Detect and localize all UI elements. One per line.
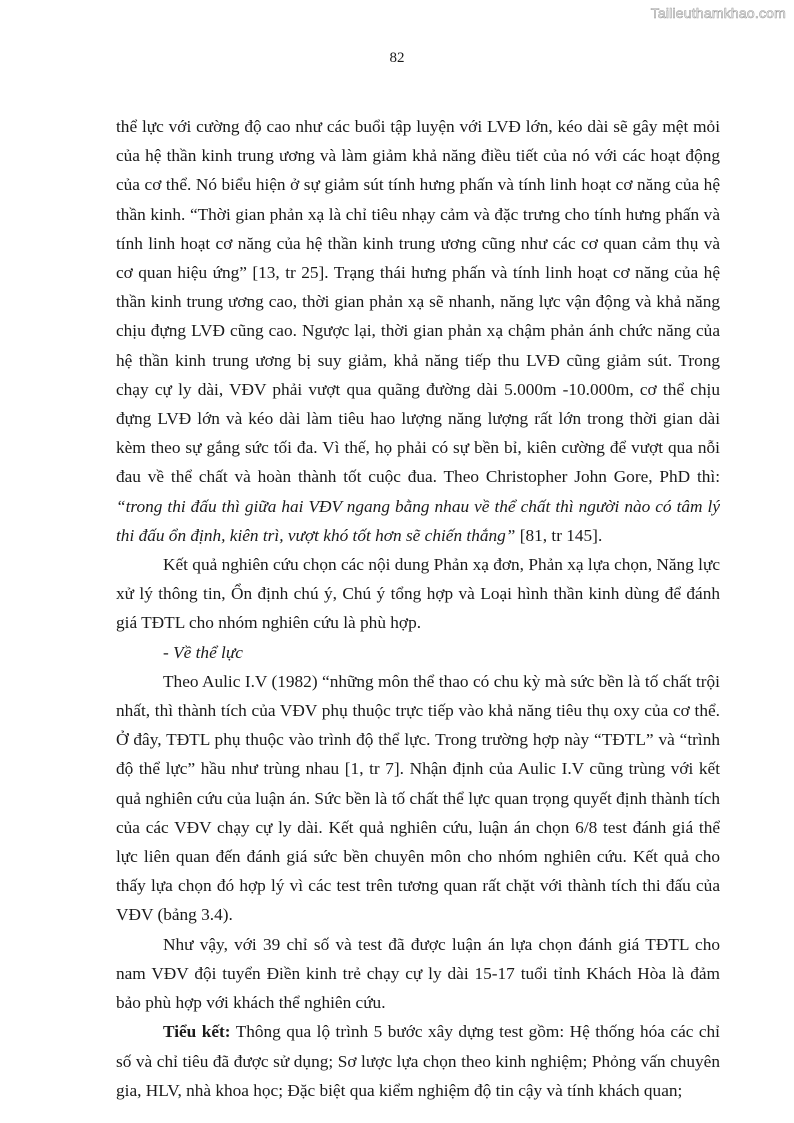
paragraph-reaction-time [116, 112, 720, 550]
summary-text: Thông qua lộ trình 5 bước xây dựng test gồm: Hệ thống hóa các chỉ số và chỉ tiêu đã được sử dụng; Sơ lược lựa chọn theo kinh nghiệm; Phỏng vấn chuyên gia, HLV, nhà khoa học; Đặc biệt qua kiểm nghiệm độ tin cậy và tính khách quan; [116, 1022, 720, 1100]
paragraph-summary [116, 1017, 720, 1105]
paragraph-text: thể lực với cường độ cao như các buổi tập luyện với LVĐ lớn, kéo dài sẽ gây mệt mỏi của hệ thần kinh trung ương và làm giảm khả năng điều tiết của nó với các hoạt động của cơ thể. Nó biểu hiện ở sự giảm sút tính hưng phấn và tính linh hoạt cơ năng của hệ thần kinh. “Thời gian phản xạ là chỉ tiêu nhạy cảm và đặc trưng cho tính hưng phấn và tính linh hoạt cơ năng của hệ thần kinh trung ương cũng như các cơ quan cảm thụ và cơ quan hiệu ứng” [13, tr 25]. Trạng thái hưng phấn và tính linh hoạt cơ năng của hệ thần kinh trung ương cao, thời gian phản xạ sẽ nhanh, năng lực vận động và khả năng chịu đựng LVĐ cũng cao. Ngược lại, thời gian phản xạ chậm phản ánh chức năng của hệ thần kinh trung ương bị suy giảm, khả năng tiếp thu LVĐ cũng giảm sút. Trong chạy cự ly dài, VĐV phải vượt qua quãng đường dài 5.000m -10.000m, cơ thể chịu đựng LVĐ lớn và kéo dài làm tiêu hao lượng năng lượng rất lớn trong thời gian dài kèm theo sự gắng sức tối đa. Vì thế, họ phải có sự bền bỉ, kiên cường để vượt qua nỗi đau về thể chất và hoàn thành tốt cuộc đua. Theo Christopher John Gore, PhD thì: [116, 117, 720, 487]
watermark: Tailieuthamkhao.com [650, 5, 786, 21]
paragraph-conclusion: Như vậy, với 39 chỉ số và test đã được luận án lựa chọn đánh giá TĐTL cho nam VĐV đội tuyển Điền kinh trẻ chạy cự ly dài 15-17 tuổi tỉnh Khách Hòa là đảm bảo phù hợp với khách thể nghiên cứu. [116, 934, 720, 1013]
summary-label: Tiểu kết: [163, 1022, 231, 1042]
citation: [81, tr 145]. [515, 525, 603, 545]
document-body [116, 112, 720, 1105]
paragraph-aulic: Theo Aulic I.V (1982) “những môn thể thao có chu kỳ mà sức bền là tố chất trội nhất, thì thành tích của VĐV phụ thuộc trực tiếp vào khả năng tiêu thụ oxy của cơ thể. Ở đây, TĐTL phụ thuộc vào trình độ thể lực. Trong trường hợp này “TĐTL” và “trình độ thể lực” hầu như trùng nhau [1, tr 7]. Nhận định của Aulic I.V cũng trùng với kết quả nghiên cứu của luận án. Sức bền là tố chất thể lực quan trọng quyết định thành tích của các VĐV chạy cự ly dài. Kết quả nghiên cứu, luận án chọn 6/8 test đánh giá thể lực liên quan đến đánh giá sức bền chuyên môn cho nhóm nghiên cứu. Kết quả cho thấy lựa chọn đó hợp lý vì các test trên tương quan rất chặt với thành tích thi đấu của VĐV (bảng 3.4). [116, 671, 720, 925]
section-heading-fitness: - Về thể lực [163, 642, 243, 662]
quote-gore: “trong thi đấu thì giữa hai VĐV ngang bằng nhau về thể chất thì người nào có tâm lý thi đấu ổn định, kiên trì, vượt khó tốt hơn sẽ chiến thắng” [116, 496, 720, 545]
paragraph-selection-result: Kết quả nghiên cứu chọn các nội dung Phản xạ đơn, Phản xạ lựa chọn, Năng lực xử lý thông tin, Ổn định chú ý, Chú ý tổng hợp và Loại hình thần kinh dùng để đánh giá TĐTL cho nhóm nghiên cứu là phù hợp. [116, 555, 720, 633]
page-number: 82 [389, 50, 405, 66]
